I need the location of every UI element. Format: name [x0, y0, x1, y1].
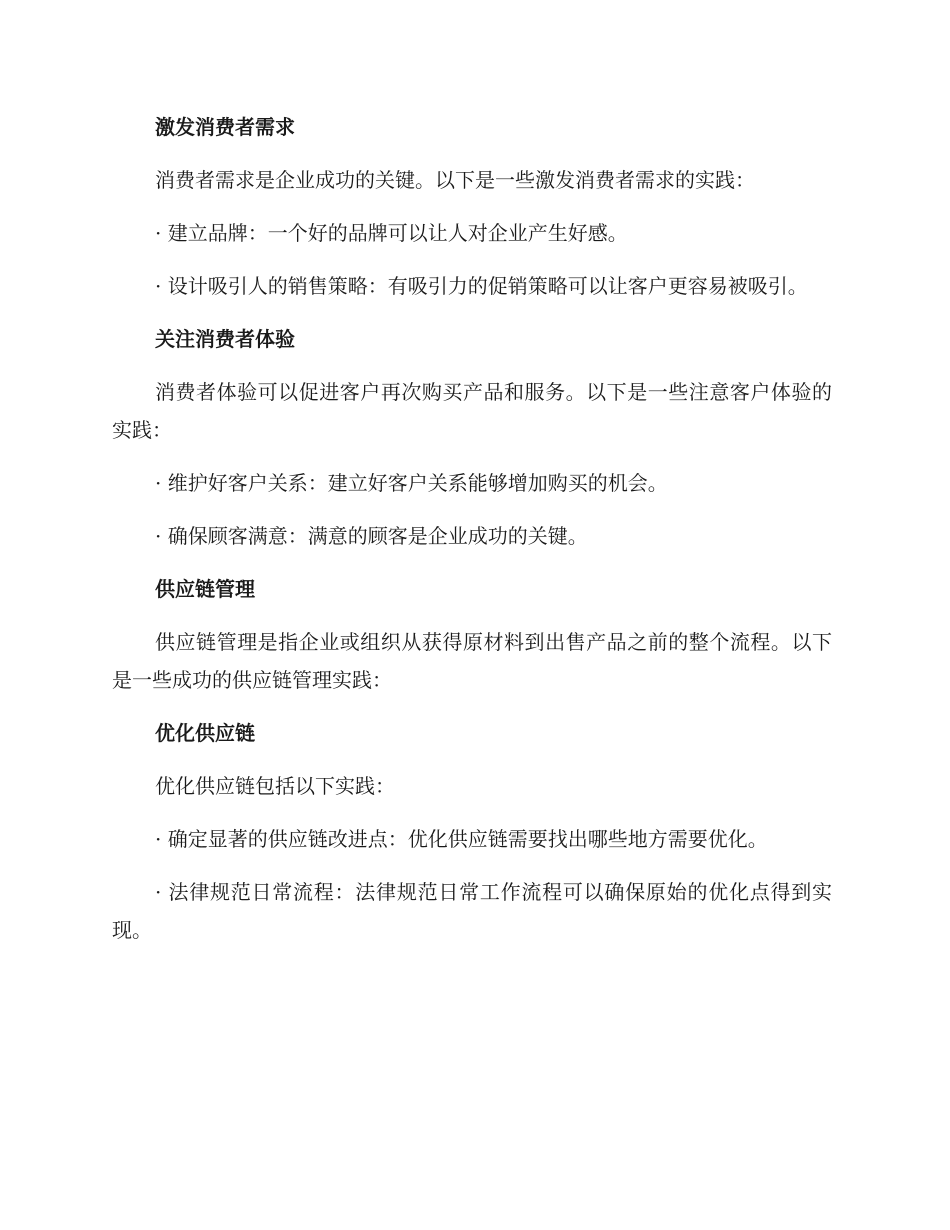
bullet-improvement-points: · 确定显著的供应链改进点：优化供应链需要找出哪些地方需要优化。 — [155, 827, 768, 851]
bullet-customer-satisfaction: · 确保顾客满意：满意的顾客是企业成功的关键。 — [155, 524, 588, 548]
bullet-build-brand: · 建立品牌：一个好的品牌可以让人对企业产生好感。 — [155, 221, 628, 245]
section-heading-optimize-supply-chain: 优化供应链 — [155, 721, 255, 745]
bullet-customer-relations: · 维护好客户关系：建立好客户关系能够增加购买的机会。 — [155, 471, 668, 495]
section-heading-consumer-experience: 关注消费者体验 — [155, 327, 295, 351]
intro-paragraph-experience: 消费者体验可以促进客户再次购买产品和服务。以下是一些注意客户体验的实践： — [112, 380, 832, 442]
section-heading-stimulate-demand: 激发消费者需求 — [155, 115, 295, 139]
bullet-sales-strategy: · 设计吸引人的销售策略：有吸引力的促销策略可以让客户更容易被吸引。 — [155, 274, 808, 298]
bullet-standardize-process: · 法律规范日常流程：法律规范日常工作流程可以确保原始的优化点得到实现。 — [112, 880, 832, 942]
intro-paragraph-demand: 消费者需求是企业成功的关键。以下是一些激发消费者需求的实践： — [155, 168, 755, 192]
intro-paragraph-optimize: 优化供应链包括以下实践： — [155, 774, 395, 798]
intro-paragraph-supply-chain: 供应链管理是指企业或组织从获得原材料到出售产品之前的整个流程。以下是一些成功的供应链管理实践： — [112, 630, 832, 692]
section-heading-supply-chain: 供应链管理 — [155, 577, 255, 601]
document-body — [112, 108, 832, 964]
